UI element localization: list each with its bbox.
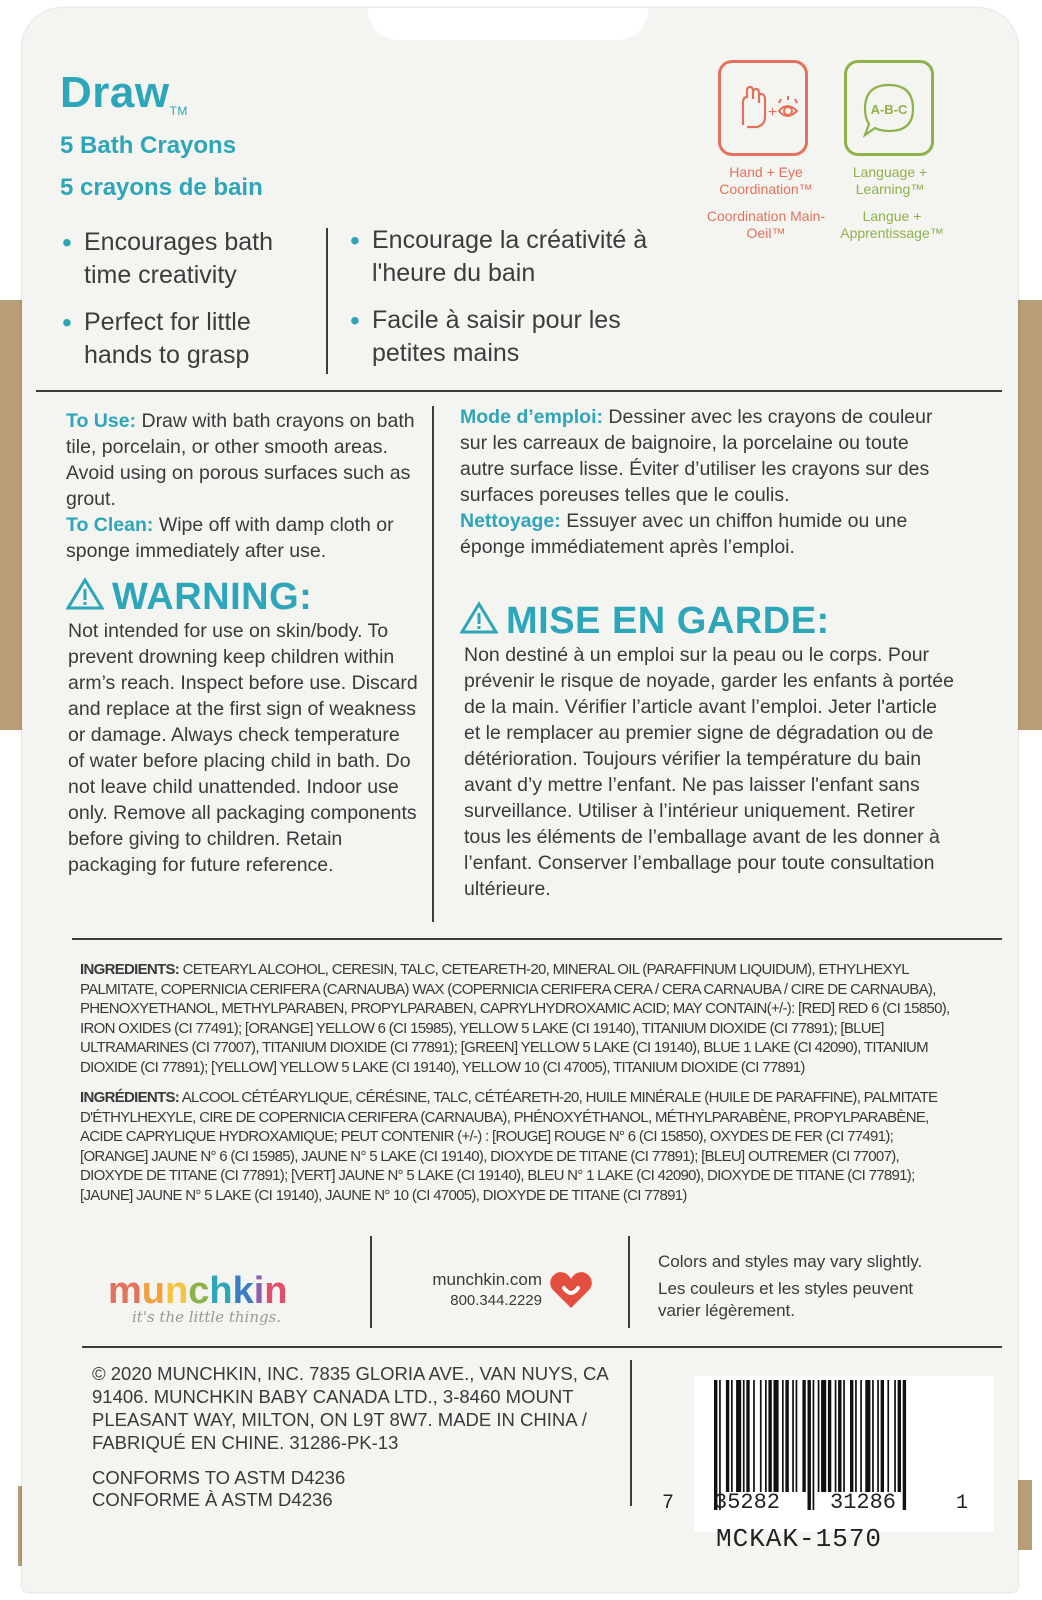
logo-letter: i xyxy=(253,1270,265,1312)
divider xyxy=(630,1360,632,1506)
barcode-bar xyxy=(872,1380,874,1492)
barcode-bar xyxy=(796,1380,798,1492)
barcode-bar xyxy=(898,1380,901,1492)
feature-item: • Facile à saisir pour les petites mains xyxy=(350,304,660,370)
package-back xyxy=(22,8,1018,1592)
barcode-bar xyxy=(753,1380,755,1492)
feature-item: • Perfect for little hands to grasp xyxy=(62,306,322,372)
barcode-bar xyxy=(813,1380,815,1510)
to-use-heading: Mode d’emploi: xyxy=(460,406,603,428)
warning-triangle-icon xyxy=(66,577,104,621)
to-use-text: Dessiner avec les crayons de couleur sur les carreaux de baignoire, la porcelaine ou toute autre surface lisse. Éviter d’utiliser les crayons sur des surfaces poreuses telles que le coulis. xyxy=(460,406,933,506)
to-use-heading: To Use: xyxy=(66,410,137,432)
variance-fr: Les couleurs et les styles peuvent varier légèrement. xyxy=(658,1279,914,1320)
features-en-list xyxy=(62,226,322,386)
hand-eye-icon xyxy=(718,60,808,156)
to-clean-text: Essuyer avec un chiffon humide ou une éponge immédiatement après l’emploi. xyxy=(460,510,908,558)
to-clean-heading: Nettoyage: xyxy=(460,510,561,532)
logo-letter: u xyxy=(141,1270,166,1312)
warning-heading-fr xyxy=(460,600,830,645)
ingredients-en xyxy=(80,960,960,1077)
barcode-trail-digit: 1 xyxy=(956,1492,969,1515)
barcode-bar xyxy=(760,1380,762,1492)
logo-letter: c xyxy=(188,1270,210,1312)
barcode-bar xyxy=(792,1380,794,1492)
barcode-bar xyxy=(828,1380,831,1492)
icon-label-fr: Coordination Main-Oeil™ xyxy=(706,208,826,241)
logo-letter: h xyxy=(209,1270,233,1312)
icon-label-en: Language + Learning™ xyxy=(852,164,928,197)
warning-heading-text: WARNING: xyxy=(112,576,313,618)
barcode-bar xyxy=(860,1380,862,1492)
to-use-text: Draw with bath crayons on bath tile, porcelain, or other smooth areas. Avoid using on porous surfaces such as grout. xyxy=(66,410,415,510)
trademark-mark: TM xyxy=(169,104,188,118)
feature-item: • Encourage la créativité à l'heure du bain xyxy=(350,224,660,290)
barcode-right-group: 31286 xyxy=(830,1490,897,1515)
section-divider xyxy=(82,1346,1002,1348)
website: munchkin.com xyxy=(432,1270,542,1289)
section-divider xyxy=(72,938,1002,940)
usage-fr xyxy=(460,404,940,560)
barcode-bar xyxy=(818,1380,820,1492)
warning-heading-text: MISE EN GARDE: xyxy=(506,600,830,642)
warning-heading-en xyxy=(66,576,312,621)
divider xyxy=(326,228,328,374)
variance-en: Colors and styles may vary slightly. xyxy=(658,1252,923,1271)
barcode-bar xyxy=(838,1380,841,1492)
ingredients-text: ALCOOL CÉTÉARYLIQUE, CÉRÉSINE, TALC, CÉTÉARETH-20, HUILE MINÉRALE (HUILE DE PARAFFINE), PALMITATE D'ÉTHYLHEXYLE, CIRE DE COPERNICIA CERIFERA (CARNAUBA), PHÉNOXYÉTHANOL, MÉTHYLPARABÈNE, PROPYLPARABÈNE, ACIDE CAPRYLIQUE HYDROXAMIQUE; PEUT CONTENIR (+/-) : [ROUGE] ROUGE N° 6 (CI 15850), OXYDES DE FER (CI 77491); [ORANGE] JAUNE N° 6 (CI 15985), JAUNE N° 5 LAKE (CI 19140), DIOXYDE DE TITANE (CI 77891); [BLEU] OUTREMER (CI 77007), DIOXYDE DE TITANE (CI 77891); [VERT] JAUNE N° 5 LAKE (CI 19140), BLEU N° 1 LAKE (CI 42090), DIOXYDE DE TITANE (CI 77891); [JAUNE] JAUNE N° 5 LAKE (CI 19140), JAUNE N° 10 (CI 47005), DIOXYDE DE TITANE (CI 77891) xyxy=(80,1089,938,1204)
barcode-bar xyxy=(774,1380,779,1492)
barcode-bar xyxy=(768,1380,771,1492)
abc-text: A-B-C xyxy=(870,102,908,117)
barcode-lead-digit: 7 xyxy=(662,1492,675,1515)
copyright-text: © 2020 MUNCHKIN, INC. 7835 GLORIA AVE., VAN NUYS, CA 91406. MUNCHKIN BABY CANADA LTD., 3-8460 MOUNT PLEASANT WAY, MILTON, ON L9T 8W7. MADE IN CHINA / FABRIQUÉ EN CHINE. 31286-PK-13 xyxy=(92,1363,608,1453)
logo-letter: m xyxy=(108,1270,142,1312)
cardboard-tab-right xyxy=(1014,300,1042,730)
subtitle-fr: 5 crayons de bain xyxy=(60,174,263,201)
logo-letter: k xyxy=(232,1270,254,1312)
barcode-bar xyxy=(881,1380,884,1492)
barcode-bar xyxy=(802,1380,805,1492)
logo-letter: n xyxy=(264,1270,288,1312)
phone: 800.344.2229 xyxy=(450,1292,542,1309)
barcode-bar xyxy=(843,1380,845,1492)
divider xyxy=(628,1236,630,1328)
product-title-text: Draw xyxy=(60,68,170,117)
barcode-bar xyxy=(746,1380,749,1492)
barcode-bar xyxy=(736,1380,741,1492)
barcode-bar xyxy=(877,1380,879,1492)
variance-note xyxy=(658,1250,958,1322)
icon-label-en: Hand + Eye Coordination™ xyxy=(719,164,813,197)
to-clean-heading: To Clean: xyxy=(66,514,154,536)
munchkin-wordmark xyxy=(108,1270,288,1312)
ingredients-fr xyxy=(80,1088,960,1205)
barcode-bar xyxy=(887,1380,889,1492)
barcode-bar xyxy=(808,1380,811,1510)
icon-label-fr: Langue + Apprentissage™ xyxy=(840,208,944,241)
features-fr-list xyxy=(350,224,660,384)
to-clean-text: Wipe off with damp cloth or sponge immediately after use. xyxy=(66,514,394,562)
subtitle-en: 5 Bath Crayons xyxy=(60,132,237,159)
barcode-bar xyxy=(726,1380,729,1492)
barcode-bar xyxy=(850,1380,853,1492)
warning-triangle-icon xyxy=(460,601,498,645)
section-divider xyxy=(36,390,1002,392)
divider xyxy=(370,1236,372,1328)
barcode-bar xyxy=(731,1380,733,1492)
barcode-bar xyxy=(865,1380,870,1492)
contact-block xyxy=(402,1268,542,1310)
barcode-bar xyxy=(894,1380,896,1492)
speech-bubble-abc-icon xyxy=(844,60,934,156)
plus-sign: + xyxy=(768,104,778,121)
barcode-bar xyxy=(855,1380,857,1492)
sku-code: MCKAK-1570 xyxy=(716,1524,883,1554)
ingredients-text: CETEARYL ALCOHOL, CERESIN, TALC, CETEARETH-20, MINERAL OIL (PARAFFINUM LIQUIDUM), ETHYLHEXYL PALMITATE, COPERNICIA CERIFERA (CARNAUBA) WAX (COPERNICIA CERIFERA CERA / CERA CARNAUBA / CIRE DE CARNAUBA), PHENOXYETHANOL, METHYLPARABEN, PROPYLPARABEN, CAPRYLHYDROXAMIC ACID; MAY CONTAIN(+/-): [RED] RED 6 (CI 15850), IRON OXIDES (CI 77491); [ORANGE] YELLOW 6 (CI 15985), YELLOW 5 LAKE (CI 19140), TITANIUM DIOXIDE (CI 77891); [BLUE] ULTRAMARINES (CI 77007), TITANIUM DIOXIDE (CI 77891); [GREEN] YELLOW 5 LAKE (CI 19140), BLUE 1 LAKE (CI 42090), TITANIUM DIOXIDE (CI 77891); [YELLOW] YELLOW 5 LAKE (CI 19140), YELLOW 10 (CI 47005), TITANIUM DIOXIDE (CI 77891) xyxy=(80,961,950,1076)
divider xyxy=(432,406,434,922)
warning-text-fr: Non destiné à un emploi sur la peau ou le corps. Pour prévenir le risque de noyade, garder les enfants à portée de la main. Vérifier l’article avant l’emploi. Jeter l'article et le remplacer au premier signe de dégradation ou de détérioration. Toujours vérifier la température du bain avant d’y mettre l’enfant. Ne pas laisser l'enfant sans surveillance. Utiliser à l’intérieur uniquement. Retirer tous les éléments de l’emballage avant de les donner à l’enfant. Conserver l’emballage pour toute consultation ultérieure. xyxy=(464,644,954,900)
logo-letter: n xyxy=(165,1270,189,1312)
barcode-bar xyxy=(785,1380,788,1492)
barcode-bar xyxy=(765,1380,767,1492)
barcode-bar xyxy=(835,1380,837,1492)
barcode-bar xyxy=(782,1380,784,1492)
brand-tagline: it's the little things. xyxy=(132,1308,282,1326)
ingredients-heading: INGREDIENTS: xyxy=(80,961,180,978)
barcode-left-group: 35282 xyxy=(714,1490,781,1515)
conform-en: CONFORMS TO ASTM D4236 xyxy=(92,1467,346,1488)
munchkin-logo xyxy=(108,1270,288,1313)
hang-hole xyxy=(368,8,648,40)
ingredients-heading: INGRÉDIENTS: xyxy=(80,1089,180,1106)
barcode-bar xyxy=(743,1380,745,1492)
barcode-bar xyxy=(821,1380,826,1492)
conform-fr: CONFORME À ASTM D4236 xyxy=(92,1489,333,1510)
heart-logo-icon xyxy=(548,1268,594,1317)
warning-text-en: Not intended for use on skin/body. To prevent drowning keep children within arm’s reach. Inspect before use. Discard and replace at the first sign of weakness or damage. Always check temperature of water before placing child in bath. Do not leave child unattended. Indoor use only. Remove all packaging components before giving to children. Retain packaging for future reference. xyxy=(68,620,418,876)
barcode-bar xyxy=(903,1380,906,1510)
feature-item: • Encourages bath time creativity xyxy=(62,226,322,292)
usage-en xyxy=(66,408,416,564)
product-title xyxy=(60,68,188,118)
